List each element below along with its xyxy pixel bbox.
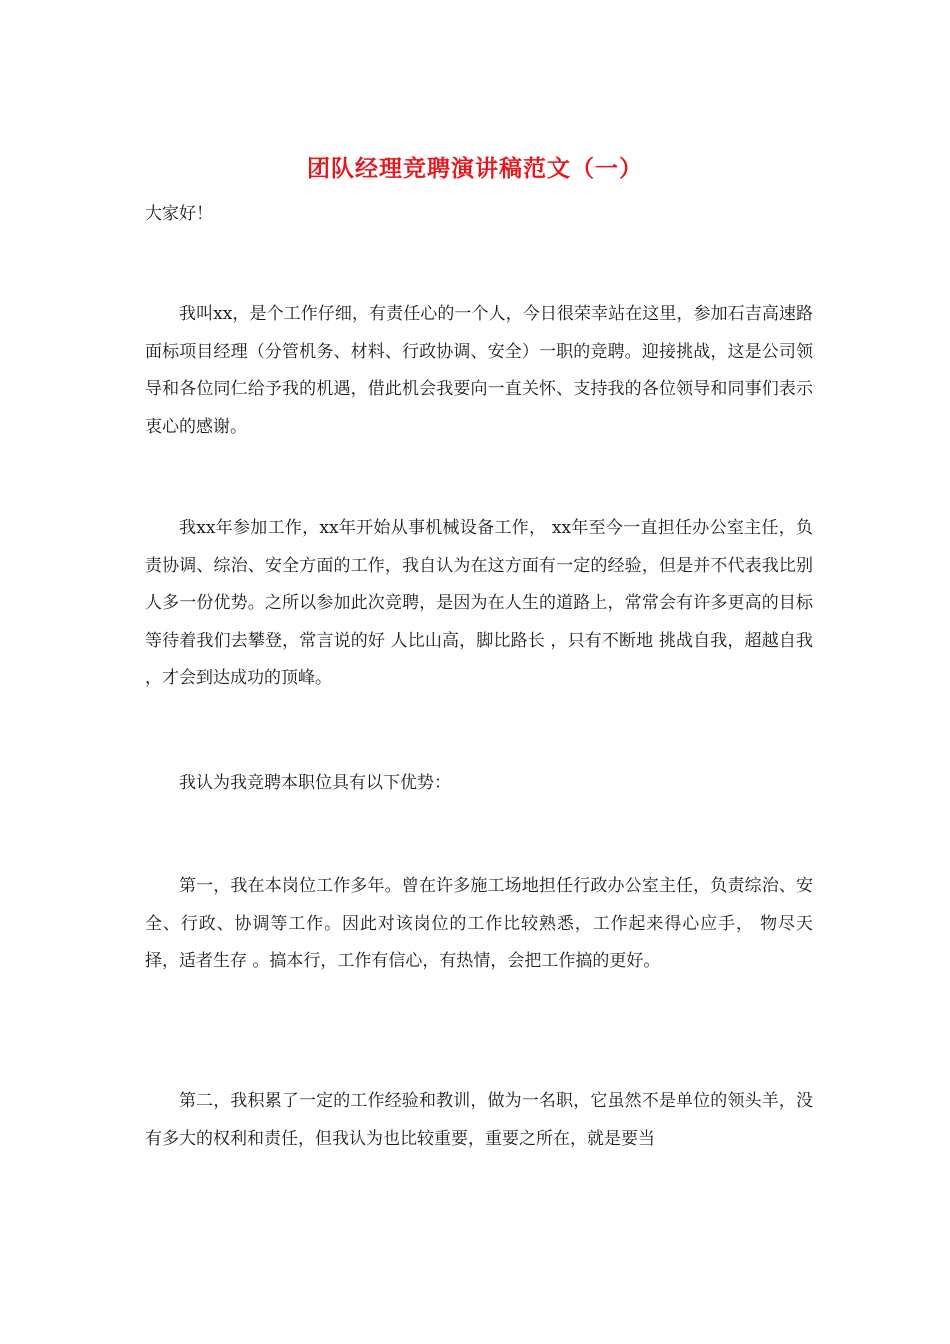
document-title: 团队经理竞聘演讲稿范文（一） <box>307 155 643 182</box>
paragraph-second-advantage: 第二，我积累了一定的工作经验和教训，做为一名职，它虽然不是单位的领头羊，没有多大的权利和责任，但我认为也比较重要，重要之所在，就是要当 <box>145 1091 813 1149</box>
paragraph-experience: 我xx年参加工作，xx年开始从事机械设备工作， xx年至今一直担任办公室主任，负责协调、综治、安全方面的工作，我自认为在这方面有一定的经验，但是并不代表我比别人多一份优势。之所以参加此次竞聘，是因为在人生的道路上，常常会有许多更高的目标等待着我们去攀登，常言说的好 人比山高，脚比路长 ，只有不断地 挑战自我，超越自我 ，才会到达成功的顶峰。 <box>145 518 813 688</box>
paragraph-advantages-heading: 我认为我竞聘本职位具有以下优势： <box>179 773 451 793</box>
greeting: 大家好！ <box>145 204 213 224</box>
paragraph-first-advantage: 第一，我在本岗位工作多年。曾在许多施工场地担任行政办公室主任，负责综治、安全、行政、协调等工作。因此对该岗位的工作比较熟悉，工作起来得心应手， 物尽天择，适者生存 。搞本行，工作有信心，有热情，会把工作搞的更好。 <box>145 876 813 971</box>
paragraph-introduction: 我叫xx，是个工作仔细，有责任心的一个人，今日很荣幸站在这里，参加石吉高速路面标项目经理（分管机务、材料、行政协调、安全）一职的竞聘。迎接挑战，这是公司领导和各位同仁给予我的机遇，借此机会我要向一直关怀、支持我的各位领导和同事们表示衷心的感谢。 <box>145 304 813 437</box>
